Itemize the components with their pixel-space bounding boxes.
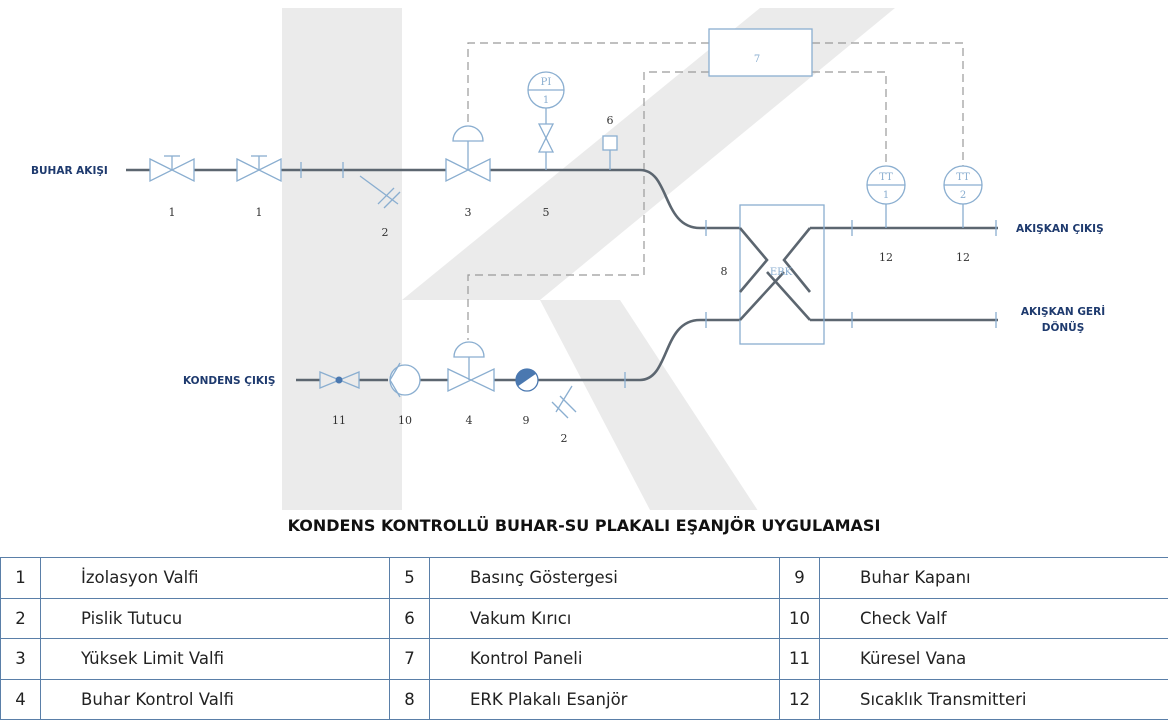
legend-row: [1, 679, 1168, 720]
callout-control-valve-top: 3: [464, 206, 472, 219]
tt1-number: 1: [882, 190, 890, 201]
callout-gauge: 5: [542, 206, 550, 219]
callout-vacuum-breaker: 6: [606, 114, 614, 127]
pi-tag: PI: [540, 77, 552, 88]
legend-number: 5: [390, 558, 430, 599]
legend-text: Kontrol Paneli: [430, 639, 780, 680]
legend-number: 11: [780, 639, 820, 680]
callout-strainer-bottom: 2: [560, 432, 568, 445]
legend-number: 4: [1, 679, 41, 720]
callout-control-valve-bottom: 4: [465, 414, 473, 427]
isolation-valve-icon: [237, 156, 281, 181]
legend-text: ERK Plakalı Esanjör: [430, 679, 780, 720]
callout-panel: 7: [753, 54, 761, 65]
legend-number: 8: [390, 679, 430, 720]
callout-tt2: 12: [956, 251, 970, 264]
control-panel: [709, 29, 812, 76]
legend-text: Basınç Göstergesi: [430, 558, 780, 599]
fluid-return-label-line2: DÖNÜŞ: [1041, 322, 1085, 334]
legend-text: Vakum Kırıcı: [430, 598, 780, 639]
legend-text: Sıcaklık Transmitteri: [820, 679, 1168, 720]
legend-table: [0, 557, 1168, 720]
steam-trap-icon: [512, 365, 538, 391]
callout-check-valve: 10: [398, 414, 412, 427]
legend-number: 1: [1, 558, 41, 599]
legend-number: 3: [1, 639, 41, 680]
callout-tt1: 12: [879, 251, 893, 264]
tt2-tag: TT: [956, 172, 970, 183]
control-valve-icon: [448, 342, 494, 391]
fluid-return-label-line1: AKIŞKAN GERİ: [1020, 306, 1106, 318]
strainer-icon: [552, 386, 576, 418]
legend-row: [1, 639, 1168, 680]
tt2-number: 2: [959, 190, 967, 201]
legend-number: 9: [780, 558, 820, 599]
fluid-out-label: AKIŞKAN ÇIKIŞ: [1016, 223, 1104, 235]
callout-exchanger: 8: [720, 265, 728, 278]
tt1-tag: TT: [879, 172, 893, 183]
legend-number: 10: [780, 598, 820, 639]
steam-in-label: BUHAR AKIŞI: [31, 165, 108, 177]
watermark-logo: [282, 8, 895, 510]
legend-number: 6: [390, 598, 430, 639]
exchanger-tag: ERK: [769, 267, 793, 278]
callout-ball-valve: 11: [332, 414, 346, 427]
callout-valve1b: 1: [255, 206, 263, 219]
legend-text: Pislik Tutucu: [41, 598, 390, 639]
legend-text: Küresel Vana: [820, 639, 1168, 680]
legend-row: [1, 598, 1168, 639]
legend-text: Buhar Kontrol Valfi: [41, 679, 390, 720]
legend-text: Buhar Kapanı: [820, 558, 1168, 599]
isolation-valve-icon: [150, 156, 194, 181]
pi-number: 1: [542, 95, 550, 106]
callout-strainer-top: 2: [381, 226, 389, 239]
legend-text: Yüksek Limit Valfi: [41, 639, 390, 680]
legend-number: 12: [780, 679, 820, 720]
control-valve-icon: [446, 126, 490, 181]
condensate-out-label: KONDENS ÇIKIŞ: [183, 375, 276, 387]
callout-steam-trap: 9: [522, 414, 530, 427]
legend-text: Check Valf: [820, 598, 1168, 639]
legend-text: İzolasyon Valfi: [41, 558, 390, 599]
legend-number: 7: [390, 639, 430, 680]
legend-row: [1, 558, 1168, 599]
diagram-title: KONDENS KONTROLLÜ BUHAR-SU PLAKALI EŞANJÖR UYGULAMASI: [287, 516, 881, 535]
callout-valve1a: 1: [168, 206, 176, 219]
legend-number: 2: [1, 598, 41, 639]
